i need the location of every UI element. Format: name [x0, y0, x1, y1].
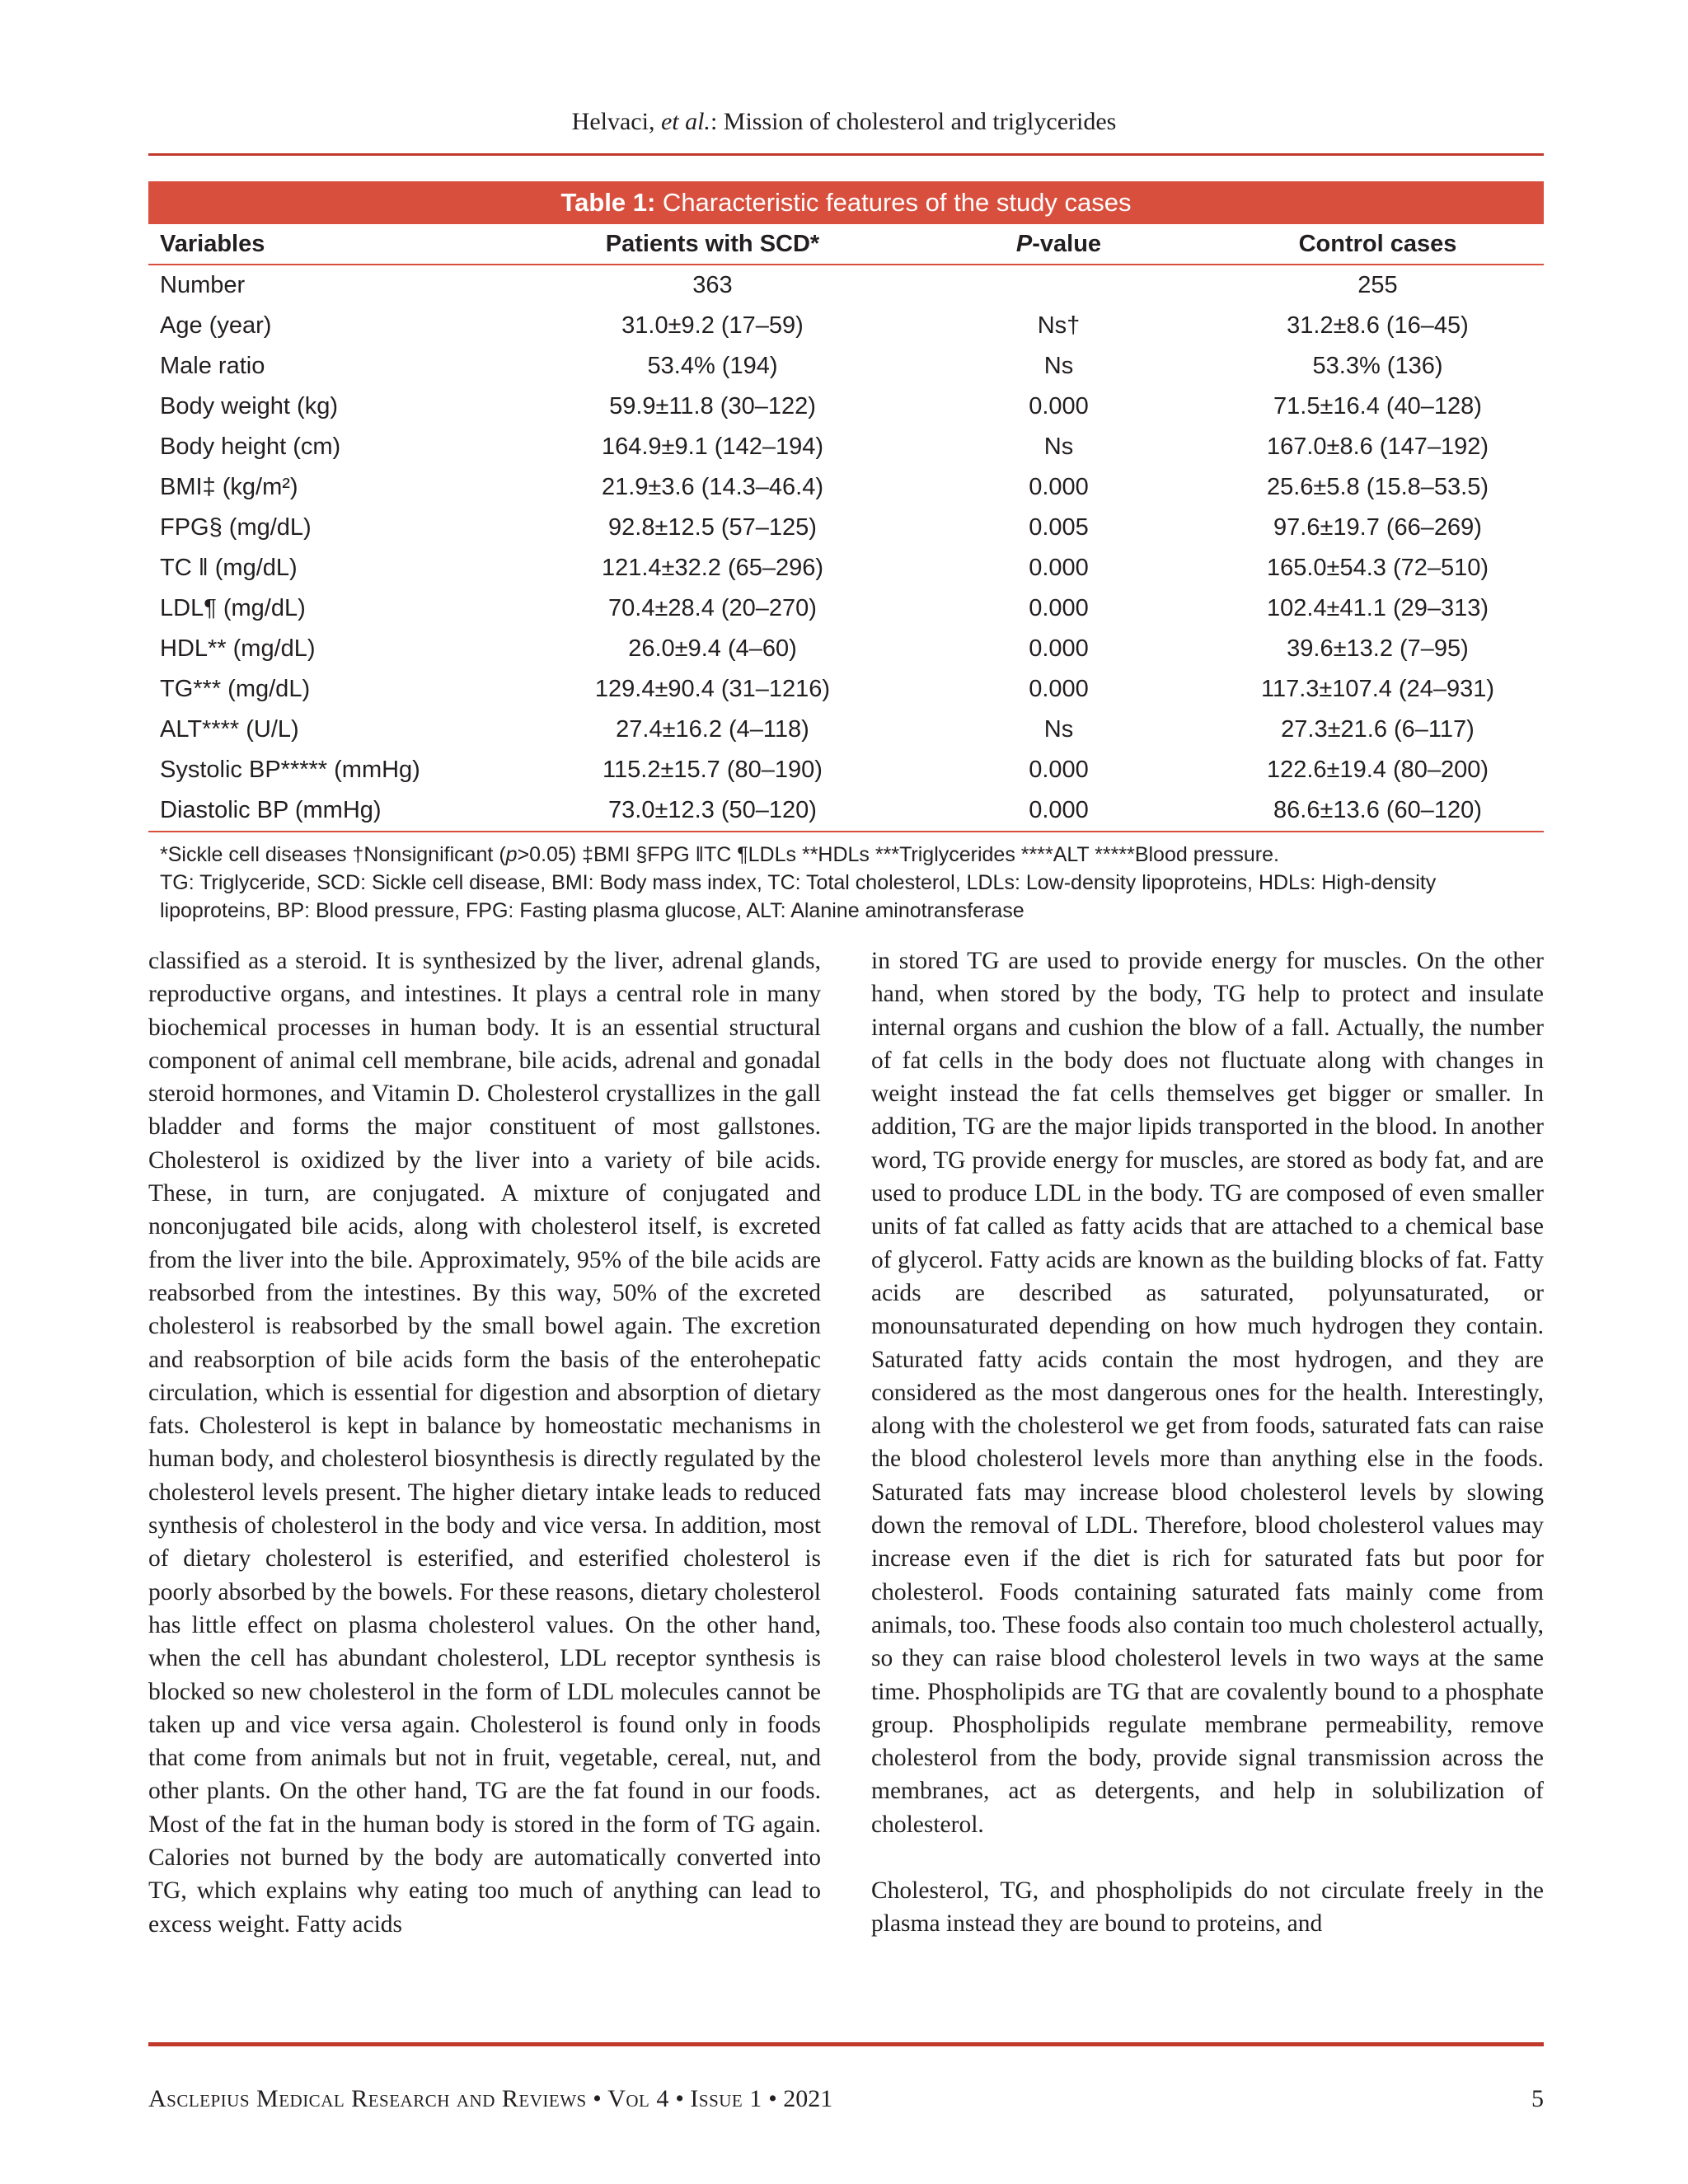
cell-controls: 31.2±8.6 (16–45) [1287, 312, 1469, 339]
table-row [148, 710, 1544, 750]
cell-pvalue: Ns† [1037, 312, 1081, 339]
table-footnote-abbrev-definitions: TG: Triglyceride, SCD: Sickle cell disease, BMI: Body mass index, TC: Total cholesterol, LDLs: Low-density lipoproteins, HDLs: High-density lipoproteins, BP: Blood pressure, FPG: Fasting plasma glucose, ALT: Alanine aminotransferase [160, 871, 1437, 922]
cell-pvalue [906, 265, 1212, 306]
running-head [0, 105, 1688, 138]
cell-patients: 21.9±3.6 (14.3–46.4) [601, 474, 824, 500]
cell-controls: 255 [1357, 272, 1398, 298]
table-row [148, 467, 1544, 508]
cell-patients: 164.9±9.1 (142–194) [601, 434, 824, 460]
cell-patients: 115.2±15.7 (80–190) [603, 757, 823, 783]
table-row [148, 508, 1544, 548]
table-row [148, 387, 1544, 427]
cell-pvalue: 0.000 [1029, 757, 1089, 783]
cell-patients: 129.4±90.4 (31–1216) [594, 676, 831, 702]
cell-variable: ALT**** (U/L) [160, 716, 299, 743]
table-header-row [148, 224, 1544, 265]
cell-controls: 27.3±21.6 (6–117) [1281, 716, 1475, 743]
cell-variable: Systolic BP***** (mmHg) [160, 757, 420, 783]
cell-pvalue: Ns [1043, 434, 1074, 460]
footer-sep: • [762, 2085, 784, 2112]
cell-variable: Body height (cm) [160, 434, 341, 460]
cell-pvalue: 0.000 [1029, 595, 1089, 621]
cell-patients: 26.0±9.4 (4–60) [628, 635, 797, 662]
cell-variable: Diastolic BP (mmHg) [148, 790, 519, 832]
footer-sep: • [668, 2085, 691, 2112]
header-controls: Control cases [1212, 224, 1544, 265]
cell-controls: 25.6±5.8 (15.8–53.5) [1266, 474, 1489, 500]
cell-controls: 71.5±16.4 (40–128) [1273, 393, 1482, 419]
cell-variable: Body weight (kg) [160, 393, 338, 419]
cell-patients: 70.4±28.4 (20–270) [608, 595, 817, 621]
cell-variable: FPG§ (mg/dL) [160, 514, 312, 541]
body-column-right [871, 944, 1544, 1941]
table-row [148, 750, 1544, 790]
cell-variable: BMI‡ (kg/m²) [160, 474, 298, 500]
cell-controls: 117.3±107.4 (24–931) [1260, 676, 1495, 702]
cell-controls: 53.3% (136) [1312, 353, 1443, 379]
footer-year: 2021 [783, 2085, 833, 2112]
running-head-title: : Mission of cholesterol and triglycerides [710, 108, 1117, 135]
table-row [148, 588, 1544, 629]
page-number: 5 [1531, 2085, 1544, 2112]
cell-pvalue: 0.000 [1029, 393, 1089, 419]
cell-pvalue: 0.000 [906, 790, 1212, 832]
header-pvalue [906, 224, 1212, 265]
cell-controls: 165.0±54.3 (72–510) [1266, 555, 1489, 581]
table-row [148, 790, 1544, 832]
body-paragraph: in stored TG are used to provide energy for muscles. On the other hand, when stored by the body, TG help to protect and insulate internal organs and cushion the blow of a fall. Actually, the number of fat cells in the body does not fluctuate along with changes in weight instead the fat cells themselves get bigger or smaller. In addition, TG are the major lipids transported in the blood. In another word, TG provide energy for muscles, are stored as body fat, and are used to produce LDL in the body. TG are composed of even smaller units of fat called as fatty acids that are attached to a chemical base of glycerol. Fatty acids are known as the building blocks of fat. Fatty acids are described as saturated, polyunsaturated, or monounsaturated depending on how much hydrogen they contain. Saturated fatty acids contain the most hydrogen, and they are considered as the most dangerous ones for the health. Interestingly, along with the cholesterol we get from foods, saturated fats can raise the blood cholesterol levels more than anything else in the foods. Saturated fats may increase blood cholesterol levels by slowing down the removal of LDL. Therefore, blood cholesterol values may increase even if the diet is rich for saturated fats but poor for cholesterol. Foods containing saturated fats mainly come from animals, too. These foods also contain too much cholesterol actually, so they can raise blood cholesterol levels in two ways at the same time. Phospholipids are TG that are covalently bound to a phosphate group. Phospholipids regulate membrane permeability, remove cholesterol from the body, provide signal transmission across the membranes, act as detergents, and help in solubilization of cholesterol. [871, 948, 1544, 1838]
table-row [148, 265, 1544, 306]
table-row [148, 629, 1544, 669]
cell-controls: 39.6±13.2 (7–95) [1287, 635, 1469, 662]
footer-volume: Vol 4 [607, 2085, 669, 2112]
table-row [148, 548, 1544, 588]
footer-sep: • [586, 2085, 608, 2112]
cell-patients: 27.4±16.2 (4–118) [616, 716, 809, 743]
cell-variable: Number [160, 272, 246, 298]
cell-pvalue: 0.000 [1029, 555, 1089, 581]
cell-controls: 97.6±19.7 (66–269) [1273, 514, 1482, 541]
cell-pvalue: 0.000 [1029, 676, 1089, 702]
table-footnote [148, 832, 1544, 925]
table-caption-label: Table 1: [560, 188, 656, 217]
cell-patients: 53.4% (194) [647, 353, 778, 379]
running-head-etal: et al. [660, 108, 710, 135]
table-caption-text: Characteristic features of the study cases [655, 188, 1132, 217]
cell-pvalue: 0.005 [1029, 514, 1089, 541]
header-variables: Variables [148, 224, 519, 265]
body-column-left [148, 944, 821, 1941]
cell-patients: 31.0±9.2 (17–59) [621, 312, 804, 339]
cell-pvalue: 0.000 [1029, 474, 1089, 500]
cell-patients: 363 [692, 272, 733, 298]
cell-variable: Male ratio [160, 353, 265, 379]
cell-variable: HDL** (mg/dL) [160, 635, 316, 662]
table-body [148, 265, 1544, 832]
cell-variable: LDL¶ (mg/dL) [160, 595, 306, 621]
header-rule [148, 153, 1544, 156]
table-row [148, 306, 1544, 346]
table-row [148, 346, 1544, 387]
running-head-authors: Helvaci, [571, 108, 655, 135]
header-pvalue-rest: -value [1032, 230, 1102, 257]
footnote-1-post: >0.05) ‡BMI §FPG ‖TC ¶LDLs **HDLs ***Triglycerides ****ALT *****Blood pressure. [517, 843, 1279, 866]
cell-pvalue: Ns [1043, 353, 1074, 379]
cell-controls: 167.0±8.6 (147–192) [1266, 434, 1489, 460]
footnote-1-pre: *Sickle cell diseases †Nonsignificant ( [160, 843, 506, 866]
cell-variable: TC ‖ (mg/dL) [160, 555, 298, 581]
cell-patients: 121.4±32.2 (65–296) [601, 555, 824, 581]
cell-controls: 102.4±41.1 (29–313) [1266, 595, 1489, 621]
cell-controls: 86.6±13.6 (60–120) [1212, 790, 1544, 832]
body-paragraph: classified as a steroid. It is synthesized by the liver, adrenal glands, reproductive organs, and intestines. It plays a central role in many biochemical processes in human body. It is an essential structural component of animal cell membrane, bile acids, adrenal and gonadal steroid hormones, and Vitamin D. Cholesterol crystallizes in the gall bladder and forms the major constituent of most gallstones. Cholesterol is oxidized by the liver into a variety of bile acids. These, in turn, are conjugated. A mixture of conjugated and nonconjugated bile acids, along with cholesterol itself, is excreted from the liver into the bile. Approximately, 95% of the bile acids are reabsorbed from the intestines. By this way, 50% of the excreted cholesterol is reabsorbed by the small bowel again. The excretion and reabsorption of bile acids form the basis of the enterohepatic circulation, which is essential for digestion and absorption of dietary fats. Cholesterol is kept in balance by homeostatic mechanisms in human body, and cholesterol biosynthesis is directly regulated by the cholesterol levels present. The higher dietary intake leads to reduced synthesis of cholesterol in the body and vice versa. In addition, most of dietary cholesterol is esterified, and esterified cholesterol is poorly absorbed by the bowels. For these reasons, dietary cholesterol has little effect on plasma cholesterol values. On the other hand, when the cell has abundant cholesterol, LDL receptor synthesis is blocked so new cholesterol in the form of LDL molecules cannot be taken up and vice versa again. Cholesterol is found only in foods that come from animals but not in fruit, vegetable, cereal, nut, and other plants. On the other hand, TG are the fat found in our foods. Most of the fat in the human body is stored in the form of TG again. Calories not burned by the body are automatically converted into TG, which explains why eating too much of anything can lead to excess weight. Fatty acids [148, 948, 821, 1938]
table-row [148, 669, 1544, 710]
footer-journal: Asclepius Medical Research and Reviews [148, 2085, 587, 2112]
table-row [148, 427, 1544, 467]
cell-patients: 59.9±11.8 (30–122) [609, 393, 816, 419]
page-footer [148, 2083, 1544, 2116]
cell-variable: TG*** (mg/dL) [160, 676, 311, 702]
cell-pvalue: 0.000 [1029, 635, 1089, 662]
header-pvalue-p: P [1015, 230, 1033, 257]
table-caption [148, 181, 1544, 224]
footer-issue: Issue 1 [690, 2085, 762, 2112]
footer-rule [148, 2042, 1544, 2046]
characteristics-table [148, 224, 1544, 832]
cell-variable: Age (year) [160, 312, 272, 339]
body-paragraph: Cholesterol, TG, and phospholipids do not circulate freely in the plasma instead they are bound to proteins, and [871, 1877, 1544, 1938]
cell-pvalue: Ns [1043, 716, 1074, 743]
cell-patients: 73.0±12.3 (50–120) [519, 790, 906, 832]
cell-controls: 122.6±19.4 (80–200) [1266, 757, 1489, 783]
cell-patients: 92.8±12.5 (57–125) [608, 514, 817, 541]
table-footnote-abbrev-key [160, 841, 1532, 869]
table-1 [148, 181, 1544, 925]
footnote-1-p: p [505, 843, 518, 866]
header-patients: Patients with SCD* [519, 224, 906, 265]
